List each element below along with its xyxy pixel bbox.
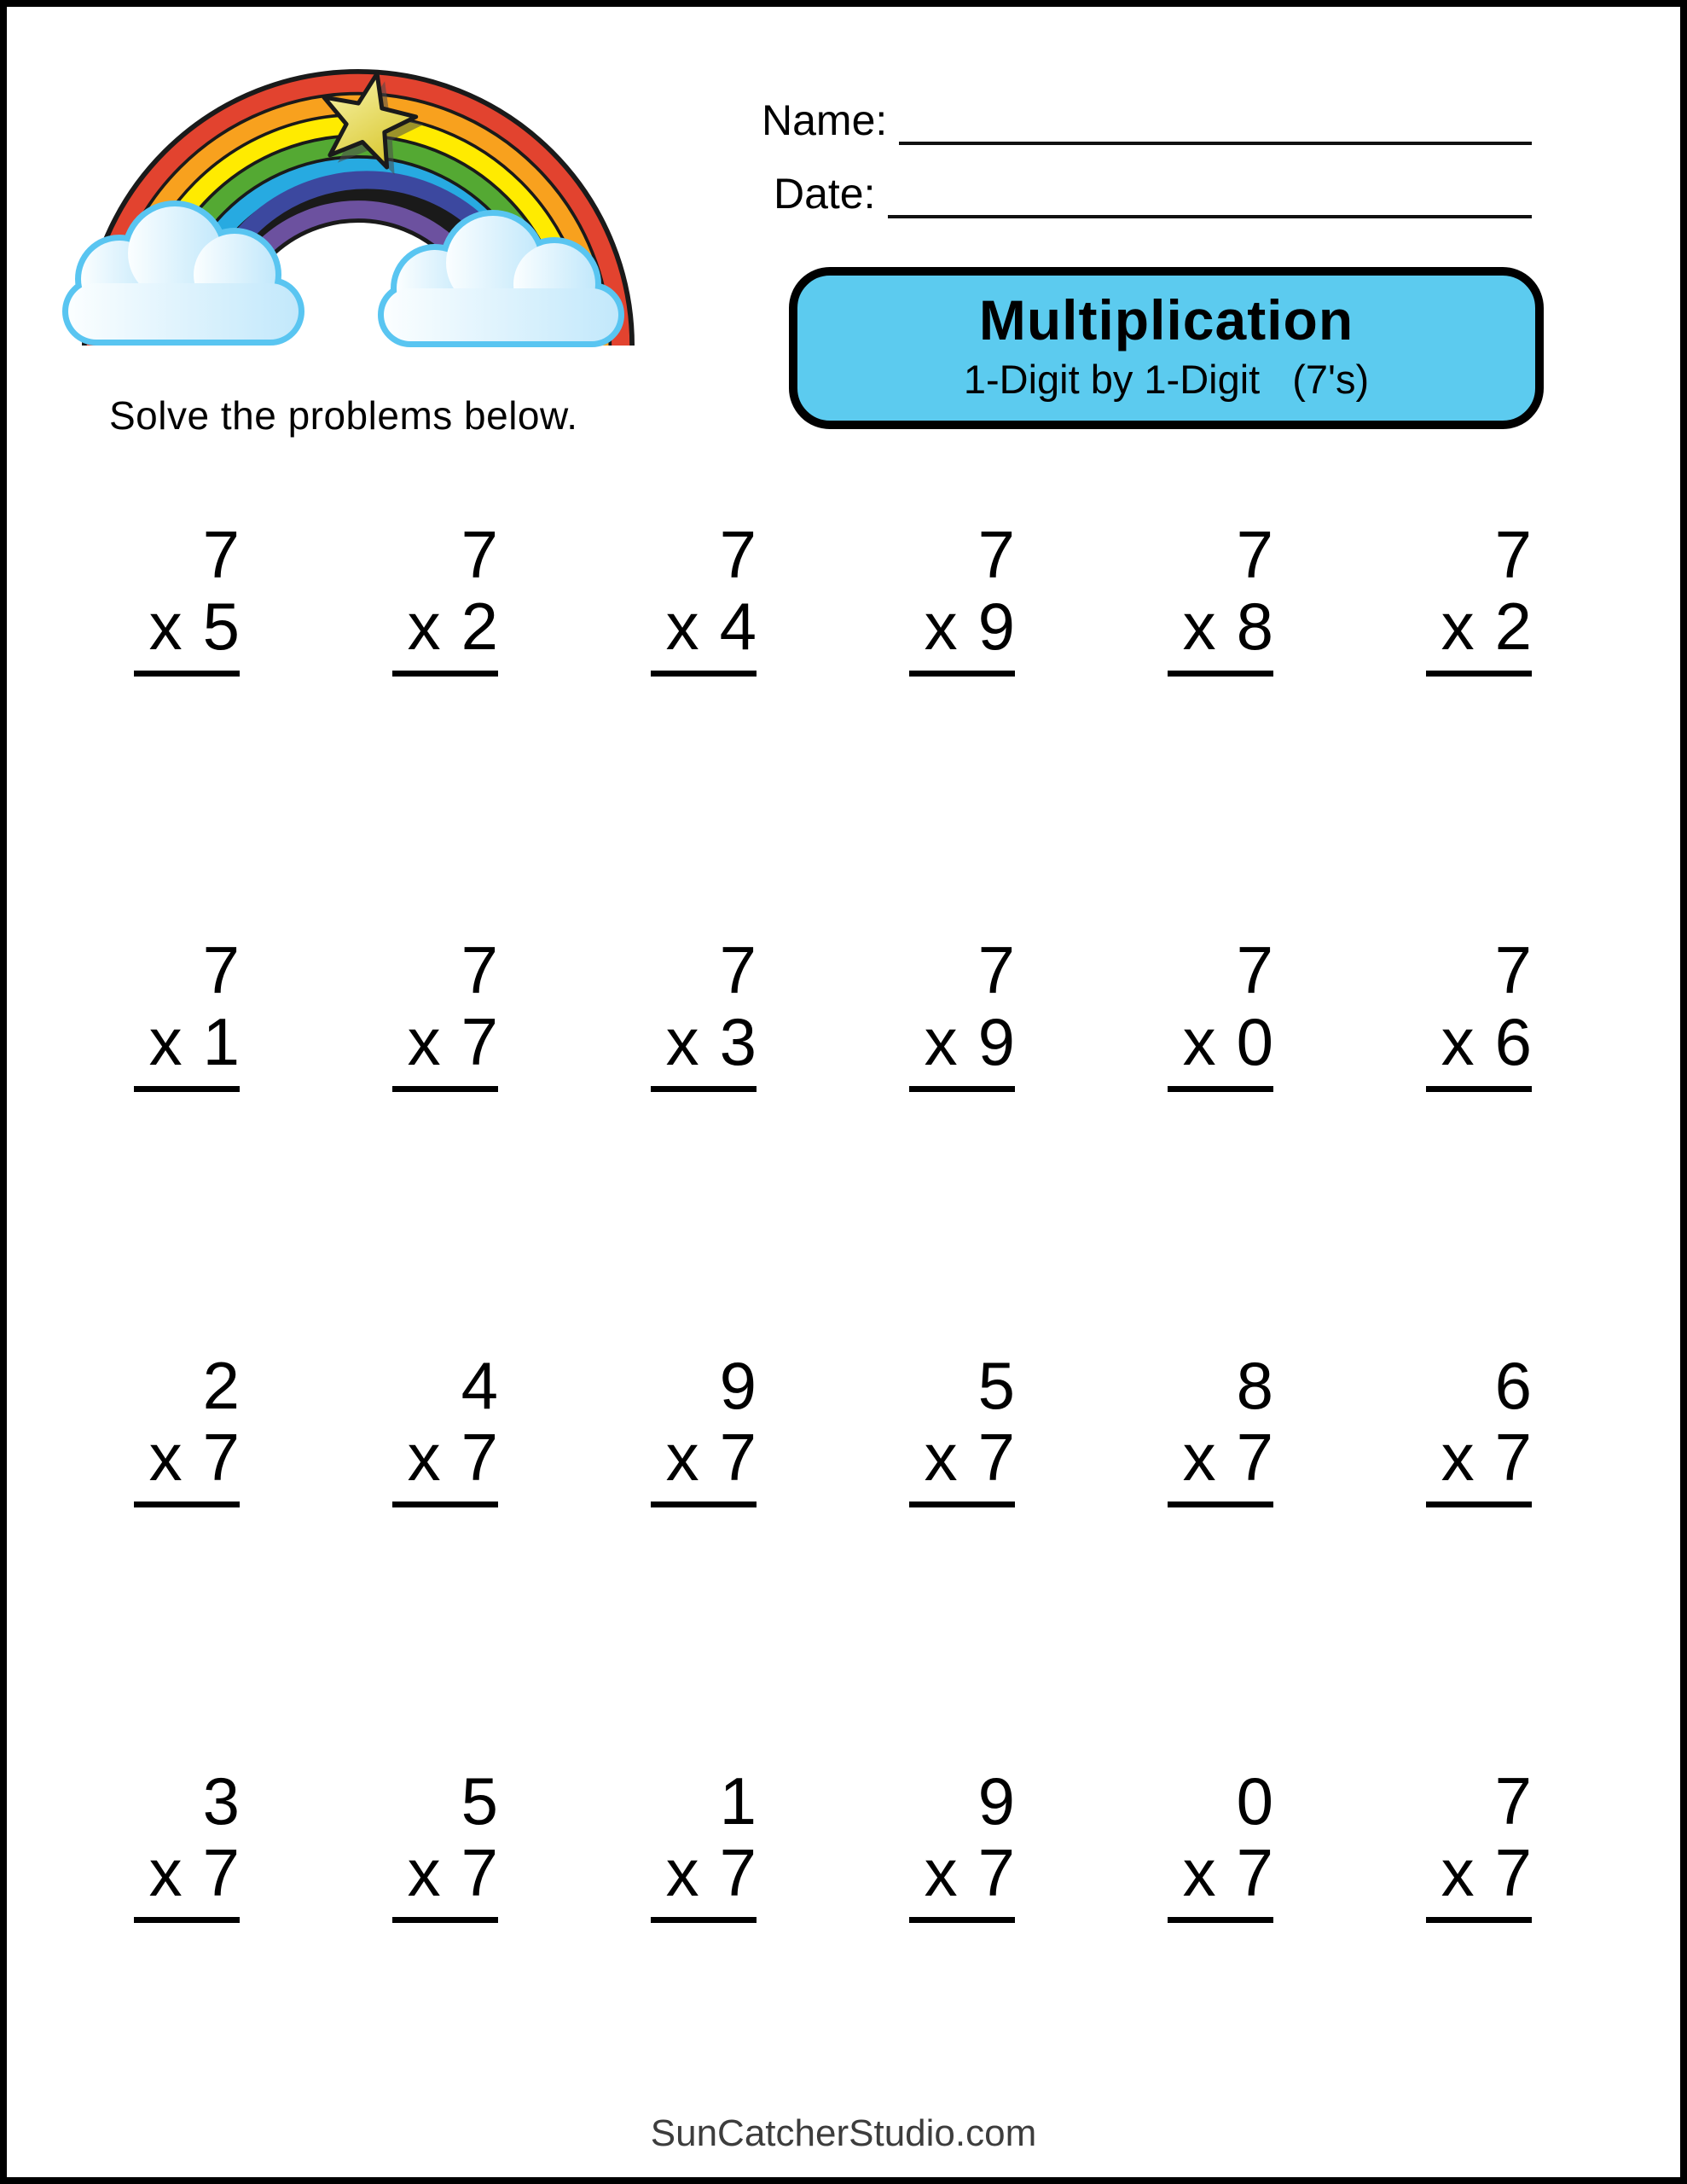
multiplicand: 7	[719, 932, 757, 1008]
multiplier-row	[7, 1421, 240, 1493]
multiply-operator: x	[1182, 1835, 1216, 1910]
answer-line[interactable]	[651, 1917, 757, 1923]
multiplier-row	[265, 1837, 498, 1908]
instruction-text: Solve the problems below.	[109, 393, 578, 438]
multiplier: 7	[202, 1420, 240, 1495]
multiply-operator: x	[148, 1835, 183, 1910]
multiplier-row	[782, 1006, 1015, 1077]
problem-cell	[7, 1752, 265, 1949]
multiply-operator: x	[924, 589, 958, 664]
answer-line[interactable]	[909, 671, 1015, 677]
multiplier-row	[7, 1837, 240, 1908]
multiply-operator: x	[407, 1420, 441, 1495]
multiplicand: 8	[1236, 1348, 1273, 1423]
answer-line[interactable]	[392, 1086, 498, 1092]
multiplier: 6	[1494, 1004, 1532, 1079]
multiplier: 7	[461, 1835, 498, 1910]
title-box	[789, 267, 1544, 429]
answer-line[interactable]	[1168, 1086, 1273, 1092]
answer-line[interactable]	[1426, 1086, 1532, 1092]
multiplicand: 7	[719, 517, 757, 592]
multiplier-row	[7, 590, 240, 662]
multiplicand: 7	[1236, 932, 1273, 1008]
multiplier-row	[265, 1421, 498, 1493]
multiplier-row	[524, 1837, 757, 1908]
multiply-operator: x	[665, 1835, 699, 1910]
multiplier-row	[524, 1421, 757, 1493]
multiplier-row	[782, 1837, 1015, 1908]
answer-line[interactable]	[1426, 1502, 1532, 1507]
multiplier: 8	[1236, 589, 1273, 664]
multiplier: 7	[977, 1835, 1015, 1910]
rainbow-illustration	[51, 60, 648, 401]
answer-line[interactable]	[392, 1917, 498, 1923]
problem-cell	[782, 506, 1041, 702]
multiplier-row	[1041, 1006, 1273, 1077]
multiplier: 4	[719, 589, 757, 664]
subtitle-suffix: (7's)	[1292, 357, 1370, 402]
multiplier-row	[265, 590, 498, 662]
multiplicand: 2	[202, 1348, 240, 1423]
problem-cell	[265, 1337, 524, 1533]
multiplier: 2	[461, 589, 498, 664]
answer-line[interactable]	[909, 1502, 1015, 1507]
multiplicand: 9	[719, 1348, 757, 1423]
multiplier: 7	[1494, 1835, 1532, 1910]
multiplicand: 7	[977, 517, 1015, 592]
answer-line[interactable]	[134, 1086, 240, 1092]
multiplicand: 5	[977, 1348, 1015, 1423]
multiplier: 1	[202, 1004, 240, 1079]
name-label: Name:	[762, 96, 888, 144]
multiply-operator: x	[407, 1004, 441, 1079]
multiply-operator: x	[407, 589, 441, 664]
problems-grid	[7, 506, 1557, 1949]
multiplicand: 7	[461, 932, 498, 1008]
problem-cell	[782, 1337, 1041, 1533]
multiplicand: 7	[202, 932, 240, 1008]
footer-credit: SunCatcherStudio.com	[650, 2112, 1037, 2154]
multiply-operator: x	[407, 1835, 441, 1910]
multiplicand: 0	[1236, 1763, 1273, 1838]
multiplicand: 4	[461, 1348, 498, 1423]
problem-cell	[1299, 506, 1557, 702]
multiplier: 3	[719, 1004, 757, 1079]
multiply-operator: x	[1182, 1420, 1216, 1495]
multiply-operator: x	[1441, 1835, 1475, 1910]
worksheet-subtitle	[797, 356, 1535, 403]
name-line[interactable]	[899, 96, 1532, 145]
problem-cell	[265, 921, 524, 1118]
problem-cell	[7, 1337, 265, 1533]
date-line[interactable]	[888, 169, 1532, 218]
answer-line[interactable]	[909, 1917, 1015, 1923]
subtitle-text: 1-Digit by 1-Digit	[963, 357, 1261, 402]
multiplier: 7	[977, 1420, 1015, 1495]
answer-line[interactable]	[651, 671, 757, 677]
answer-line[interactable]	[1426, 671, 1532, 677]
multiplier-row	[1041, 1421, 1273, 1493]
multiplicand: 7	[977, 932, 1015, 1008]
multiply-operator: x	[148, 589, 183, 664]
problem-cell	[265, 506, 524, 702]
multiply-operator: x	[1441, 1420, 1475, 1495]
multiplier-row	[7, 1006, 240, 1077]
multiplicand: 7	[461, 517, 498, 592]
multiplier-row	[524, 1006, 757, 1077]
multiplier-row	[524, 590, 757, 662]
problem-cell	[524, 921, 782, 1118]
multiply-operator: x	[924, 1420, 958, 1495]
problem-cell	[1041, 1752, 1299, 1949]
name-field-row	[762, 92, 1532, 145]
multiplier: 2	[1494, 589, 1532, 664]
multiplier-row	[1299, 1837, 1532, 1908]
multiply-operator: x	[665, 1004, 699, 1079]
answer-line[interactable]	[134, 1502, 240, 1507]
multiplier-row	[1299, 590, 1532, 662]
multiplier: 9	[977, 1004, 1015, 1079]
multiplicand: 1	[719, 1763, 757, 1838]
problem-cell	[265, 1752, 524, 1949]
multiplier: 7	[719, 1420, 757, 1495]
worksheet-title: Multiplication	[978, 288, 1354, 351]
multiplier-row	[1041, 590, 1273, 662]
answer-line[interactable]	[1168, 671, 1273, 677]
multiply-operator: x	[924, 1835, 958, 1910]
multiplier: 7	[719, 1835, 757, 1910]
multiplicand: 3	[202, 1763, 240, 1838]
problem-cell	[1299, 1752, 1557, 1949]
problem-cell	[524, 1752, 782, 1949]
problem-cell	[524, 506, 782, 702]
multiplier: 7	[461, 1004, 498, 1079]
multiplier: 7	[1236, 1835, 1273, 1910]
date-field-row	[762, 166, 1532, 218]
multiplier: 0	[1236, 1004, 1273, 1079]
multiplicand: 9	[977, 1763, 1015, 1838]
multiply-operator: x	[1182, 589, 1216, 664]
multiply-operator: x	[148, 1420, 183, 1495]
multiplier: 9	[977, 589, 1015, 664]
multiplier-row	[1299, 1421, 1532, 1493]
date-label: Date:	[774, 170, 876, 218]
problem-cell	[1299, 1337, 1557, 1533]
multiplicand: 5	[461, 1763, 498, 1838]
answer-line[interactable]	[392, 671, 498, 677]
answer-line[interactable]	[134, 671, 240, 677]
multiplier: 7	[1494, 1420, 1532, 1495]
answer-line[interactable]	[909, 1086, 1015, 1092]
problem-cell	[7, 506, 265, 702]
multiply-operator: x	[148, 1004, 183, 1079]
multiply-operator: x	[924, 1004, 958, 1079]
answer-line[interactable]	[1426, 1917, 1532, 1923]
header-fields	[762, 92, 1532, 239]
multiplier: 7	[461, 1420, 498, 1495]
problem-cell	[1041, 506, 1299, 702]
multiply-operator: x	[1441, 1004, 1475, 1079]
answer-line[interactable]	[1168, 1502, 1273, 1507]
multiplier: 7	[202, 1835, 240, 1910]
multiplicand: 7	[1494, 932, 1532, 1008]
multiply-operator: x	[1182, 1004, 1216, 1079]
answer-line[interactable]	[1168, 1917, 1273, 1923]
multiply-operator: x	[665, 1420, 699, 1495]
answer-line[interactable]	[134, 1917, 240, 1923]
multiplicand: 7	[202, 517, 240, 592]
multiplier-row	[265, 1006, 498, 1077]
problem-cell	[1041, 921, 1299, 1118]
multiplier-row	[1041, 1837, 1273, 1908]
rainbow-icon	[51, 60, 648, 401]
problem-cell	[1041, 1337, 1299, 1533]
multiplier-row	[782, 1421, 1015, 1493]
multiply-operator: x	[1441, 589, 1475, 664]
multiplier: 5	[202, 589, 240, 664]
problem-cell	[782, 1752, 1041, 1949]
multiplicand: 6	[1494, 1348, 1532, 1423]
problem-cell	[782, 921, 1041, 1118]
multiplier: 7	[1236, 1420, 1273, 1495]
answer-line[interactable]	[651, 1502, 757, 1507]
answer-line[interactable]	[651, 1086, 757, 1092]
problem-cell	[7, 921, 265, 1118]
multiplicand: 7	[1494, 517, 1532, 592]
problem-cell	[1299, 921, 1557, 1118]
multiplicand: 7	[1236, 517, 1273, 592]
problem-cell	[524, 1337, 782, 1533]
multiply-operator: x	[665, 589, 699, 664]
multiplier-row	[1299, 1006, 1532, 1077]
multiplier-row	[782, 590, 1015, 662]
answer-line[interactable]	[392, 1502, 498, 1507]
multiplicand: 7	[1494, 1763, 1532, 1838]
